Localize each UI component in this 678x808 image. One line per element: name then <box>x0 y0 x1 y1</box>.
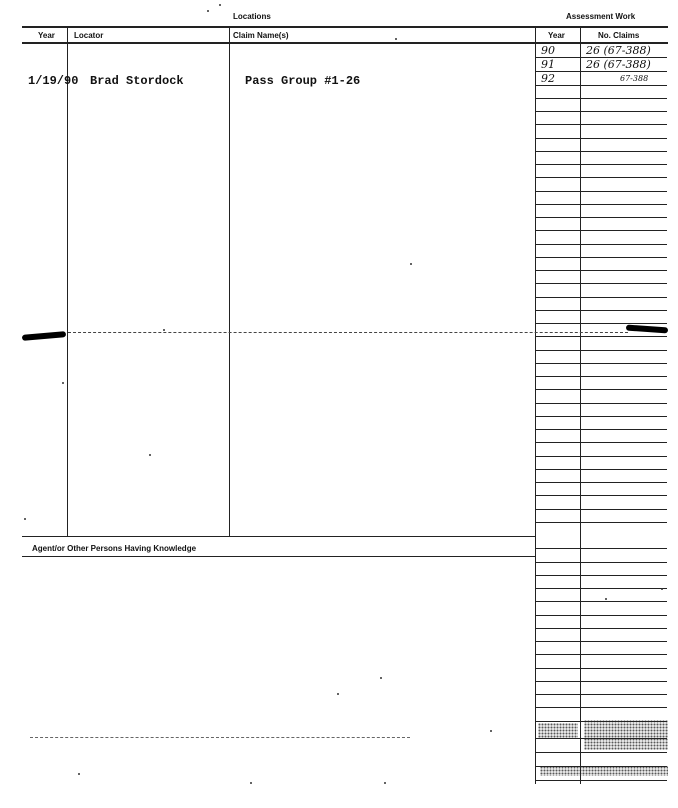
scan-noise-1 <box>538 723 578 739</box>
speck <box>149 454 151 456</box>
speck <box>78 773 80 775</box>
col-header-year: Year <box>38 31 55 40</box>
speck <box>250 782 252 784</box>
speck <box>380 677 382 679</box>
speck <box>337 693 339 695</box>
agent-section-rule <box>22 556 536 557</box>
bottom-dash-line-1 <box>30 737 410 739</box>
aw-row-1-year: 90 <box>541 44 555 57</box>
speck <box>395 38 397 40</box>
location-date: 1/19/90 <box>28 74 79 88</box>
scan-noise-2 <box>584 720 668 750</box>
speck <box>490 730 492 732</box>
location-claim-name: Pass Group #1-26 <box>245 74 361 88</box>
speck <box>207 10 209 12</box>
col-header-aw-year: Year <box>548 31 565 40</box>
location-locator: Brad Stordock <box>90 74 184 88</box>
aw-row-1-claims: 26 (67-388) <box>586 44 651 57</box>
speck <box>24 518 26 520</box>
locations-header: Locations <box>233 12 271 21</box>
speck <box>384 782 386 784</box>
speck <box>62 382 64 384</box>
agent-section-label: Agent/or Other Persons Having Knowledge <box>32 544 197 553</box>
col-header-no-claims: No. Claims <box>598 31 640 40</box>
fold-line <box>68 332 628 334</box>
speck <box>605 598 607 600</box>
scan-noise-3 <box>540 766 668 776</box>
col-header-claim-names: Claim Name(s) <box>233 31 289 40</box>
speck <box>163 329 165 331</box>
aw-row-3-claims: 67-388 <box>620 74 649 83</box>
claims-bottom-rule <box>22 536 536 537</box>
assessment-work-header: Assessment Work <box>566 12 636 21</box>
aw-row-2-year: 91 <box>541 58 555 71</box>
speck <box>661 588 663 590</box>
aw-row-2-claims: 26 (67-388) <box>586 58 651 71</box>
speck <box>219 4 221 6</box>
speck <box>410 263 412 265</box>
col-header-locator: Locator <box>74 31 104 40</box>
aw-row-3-year: 92 <box>541 72 555 85</box>
